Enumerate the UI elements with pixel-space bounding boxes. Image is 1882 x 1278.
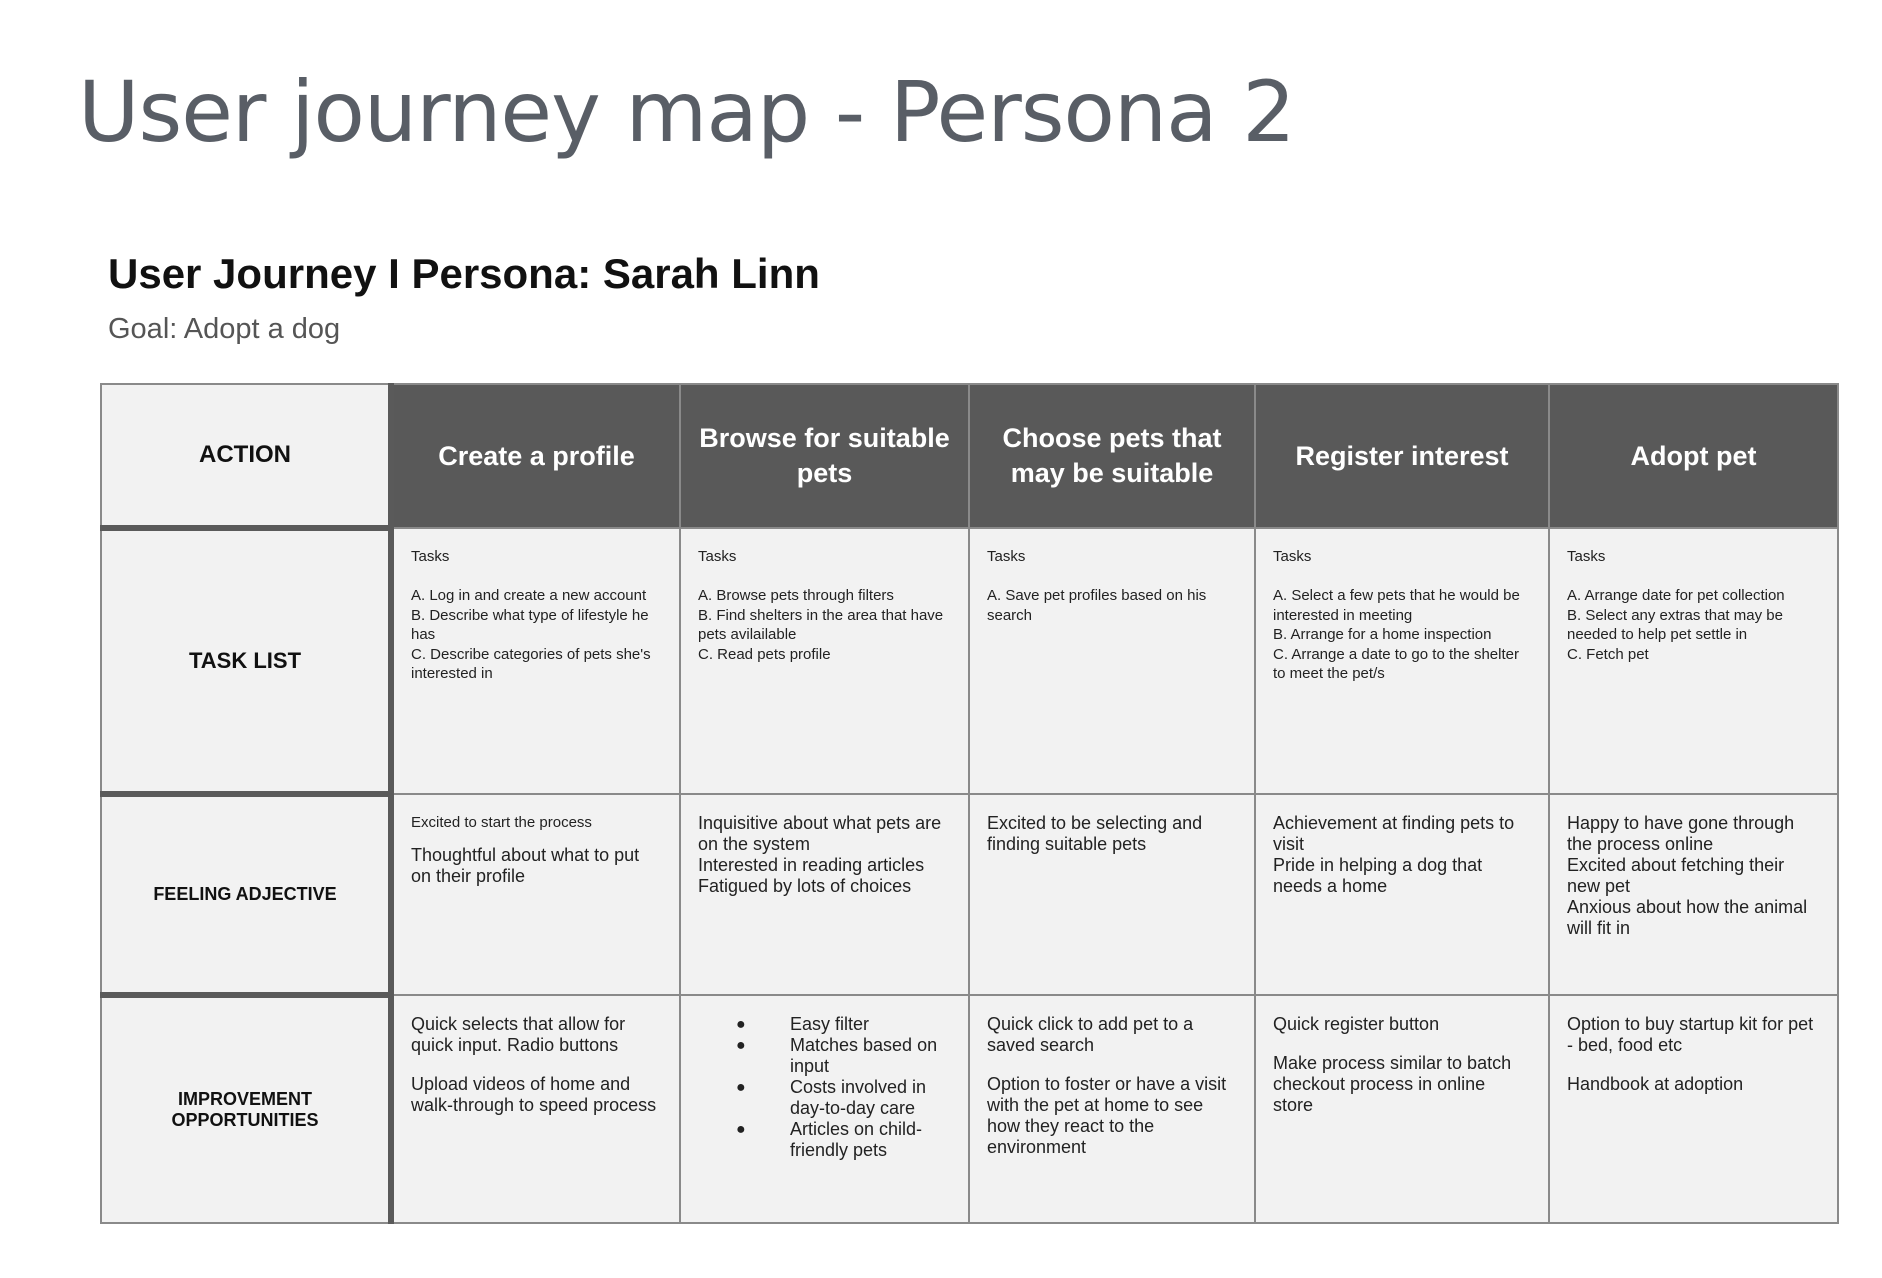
improvement-item: Quick register button [1273,1014,1440,1034]
row-label-action: ACTION [101,384,391,528]
row-label-feeling: FEELING ADJECTIVE [101,794,391,995]
task-item: B. Arrange for a home inspection [1273,626,1492,643]
action-row [101,384,1838,528]
feeling-item: Interested in reading articles [698,855,925,875]
improvement-row [101,995,1838,1223]
tasks-label: Tasks [1567,548,1606,565]
task-list-row [101,528,1838,794]
list-item [736,1077,950,1119]
page-title: User journey map - Persona 2 [78,63,1295,161]
task-item: B. Find shelters in the area that have pets avilailable [698,606,944,643]
task-item: B. Describe what type of lifestyle he has [411,606,649,643]
feeling-item: Fatigued by lots of choices [698,876,912,896]
feeling-cell-adopt-pet [1549,794,1838,995]
task-item: C. Arrange a date to go to the shelter to meet the pet/s [1273,645,1519,682]
task-cell-adopt-pet [1549,528,1838,794]
feeling-cell-register-interest [1255,794,1549,995]
task-cell-browse-pets [680,528,969,794]
improvement-list [698,1014,950,1161]
task-item: B. Select any extras that may be needed to help pet settle in [1567,606,1783,643]
improvement-cell-register-interest [1255,995,1549,1223]
task-item: C. Read pets profile [698,645,831,663]
feeling-item: Pride in helping a dog that needs a home [1273,855,1483,896]
feeling-item: Inquisitive about what pets are on the system [698,813,942,854]
list-item [736,1035,950,1077]
task-cell-register-interest [1255,528,1549,794]
column-header-browse-pets: Browse for suitable pets [680,384,969,528]
bullet-icon: ● [736,1121,746,1138]
task-item: A. Select a few pets that he would be interested in meeting [1273,587,1520,624]
feeling-intro: Excited to start the process [411,814,592,831]
feeling-item: Excited about fetching their new pet [1567,855,1785,896]
task-item: C. Fetch pet [1567,645,1649,663]
feeling-item: Thoughtful about what to put on their profile [411,845,640,886]
list-item [736,1119,950,1161]
feeling-cell-browse-pets [680,794,969,995]
persona-title: User Journey I Persona: Sarah Linn [108,250,820,297]
task-cell-create-profile [391,528,680,794]
feeling-cell-choose-pets [969,794,1255,995]
task-item: A. Arrange date for pet collection [1567,587,1785,604]
feeling-row [101,794,1838,995]
improvement-item: Easy filter [790,1014,870,1034]
improvement-item: Quick selects that allow for quick input. Radio buttons [411,1014,626,1055]
improvement-item: Make process similar to batch checkout process in online store [1273,1053,1512,1115]
row-label-task-list: TASK LIST [101,528,391,794]
improvement-cell-browse-pets [680,995,969,1223]
improvement-cell-create-profile [391,995,680,1223]
improvement-item: Handbook at adoption [1567,1074,1744,1094]
feeling-cell-create-profile [391,794,680,995]
task-item: A. Save pet profiles based on his search [987,587,1207,624]
goal-text: Goal: Adopt a dog [108,313,341,345]
column-header-adopt-pet: Adopt pet [1549,384,1838,528]
tasks-label: Tasks [698,548,737,565]
feeling-item: Excited to be selecting and finding suitable pets [987,813,1203,854]
journey-table [100,383,1839,1224]
column-header-register-interest: Register interest [1255,384,1549,528]
improvement-item: Matches based on input [790,1035,938,1076]
improvement-item: Articles on child-friendly pets [790,1119,923,1160]
tasks-label: Tasks [411,548,450,565]
feeling-item: Happy to have gone through the process online [1567,813,1795,854]
feeling-item: Achievement at finding pets to visit [1273,813,1515,854]
bullet-icon: ● [736,1016,746,1033]
feeling-item: Anxious about how the animal will fit in [1567,897,1808,938]
row-label-improvement: IMPROVEMENT OPPORTUNITIES [101,995,391,1223]
improvement-item: Quick click to add pet to a saved search [987,1014,1194,1055]
improvement-item: Upload videos of home and walk-through to speed process [411,1074,657,1115]
tasks-label: Tasks [1273,548,1312,565]
column-header-create-profile: Create a profile [391,384,680,528]
task-item: A. Log in and create a new account [411,587,647,604]
column-header-choose-pets: Choose pets that may be suitable [969,384,1255,528]
tasks-label: Tasks [987,548,1026,565]
improvement-cell-choose-pets [969,995,1255,1223]
bullet-icon: ● [736,1079,746,1096]
improvement-item: Option to buy startup kit for pet - bed, food etc [1567,1014,1814,1055]
list-item [736,1014,950,1035]
task-cell-choose-pets [969,528,1255,794]
improvement-cell-adopt-pet [1549,995,1838,1223]
improvement-item: Costs involved in day-to-day care [790,1077,927,1118]
bullet-icon: ● [736,1037,746,1054]
task-item: C. Describe categories of pets she's interested in [411,645,651,682]
improvement-item: Option to foster or have a visit with the pet at home to see how they react to the environment [987,1074,1227,1157]
task-item: A. Browse pets through filters [698,587,894,604]
